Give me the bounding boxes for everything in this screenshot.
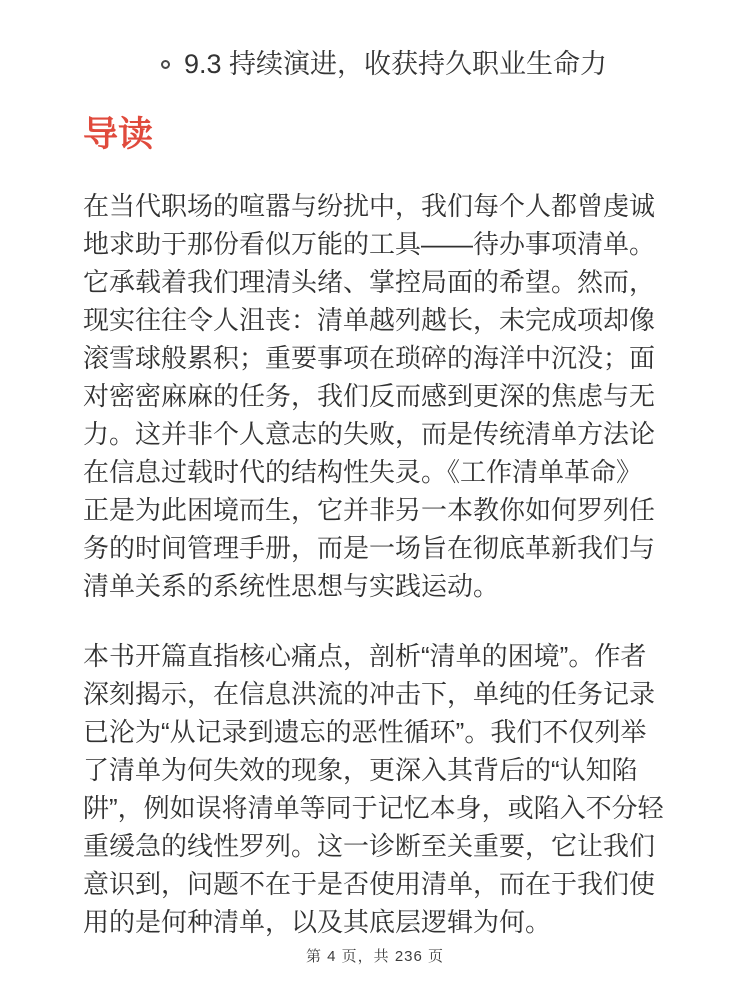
toc-item-label: 9.3 持续演进，收获持久职业生命力 <box>184 49 608 79</box>
section-heading: 导读 <box>83 115 154 154</box>
paragraph-1: 在当代职场的喧嚣与纷扰中，我们每个人都曾虔诚地求助于那份看似万能的工具——待办事项清单。它承载着我们理清头绪、掌控局面的希望。然而，现实往往令人沮丧：清单越列越长，未完成项却像滚雪球般累积；重要事项在琐碎的海洋中沉没；面对密密麻麻的任务，我们反而感到更深的焦虑与无力。这并非个人意志的失败，而是传统清单方法论在信息过载时代的结构性失灵。《工作清单革命》正是为此困境而生，它并非另一本教你如何罗列任务的时间管理手册，而是一场旨在彻底革新我们与清单关系的系统性思想与实践运动。 <box>83 191 656 601</box>
page-number-indicator: 第 4 页，共 236 页 <box>305 948 445 965</box>
toc-list <box>83 45 667 83</box>
toc-item-9-3 <box>83 45 667 83</box>
paragraph-2: 本书开篇直指核心痛点，剖析“清单的困境”。作者深刻揭示，在信息洪流的冲击下，单纯的任务记录已沦为“从记录到遗忘的恶性循环”。我们不仅列举了清单为何失效的现象，更深入其背后的“认知陷阱”，例如误将清单等同于记忆本身，或陷入不分轻重缓急的线性罗列。这一诊断至关重要，它让我们意识到，问题不在于是否使用清单，而在于我们使用的是何种清单，以及其底层逻辑为何。 <box>83 641 664 937</box>
hollow-circle-bullet-icon <box>161 60 170 69</box>
